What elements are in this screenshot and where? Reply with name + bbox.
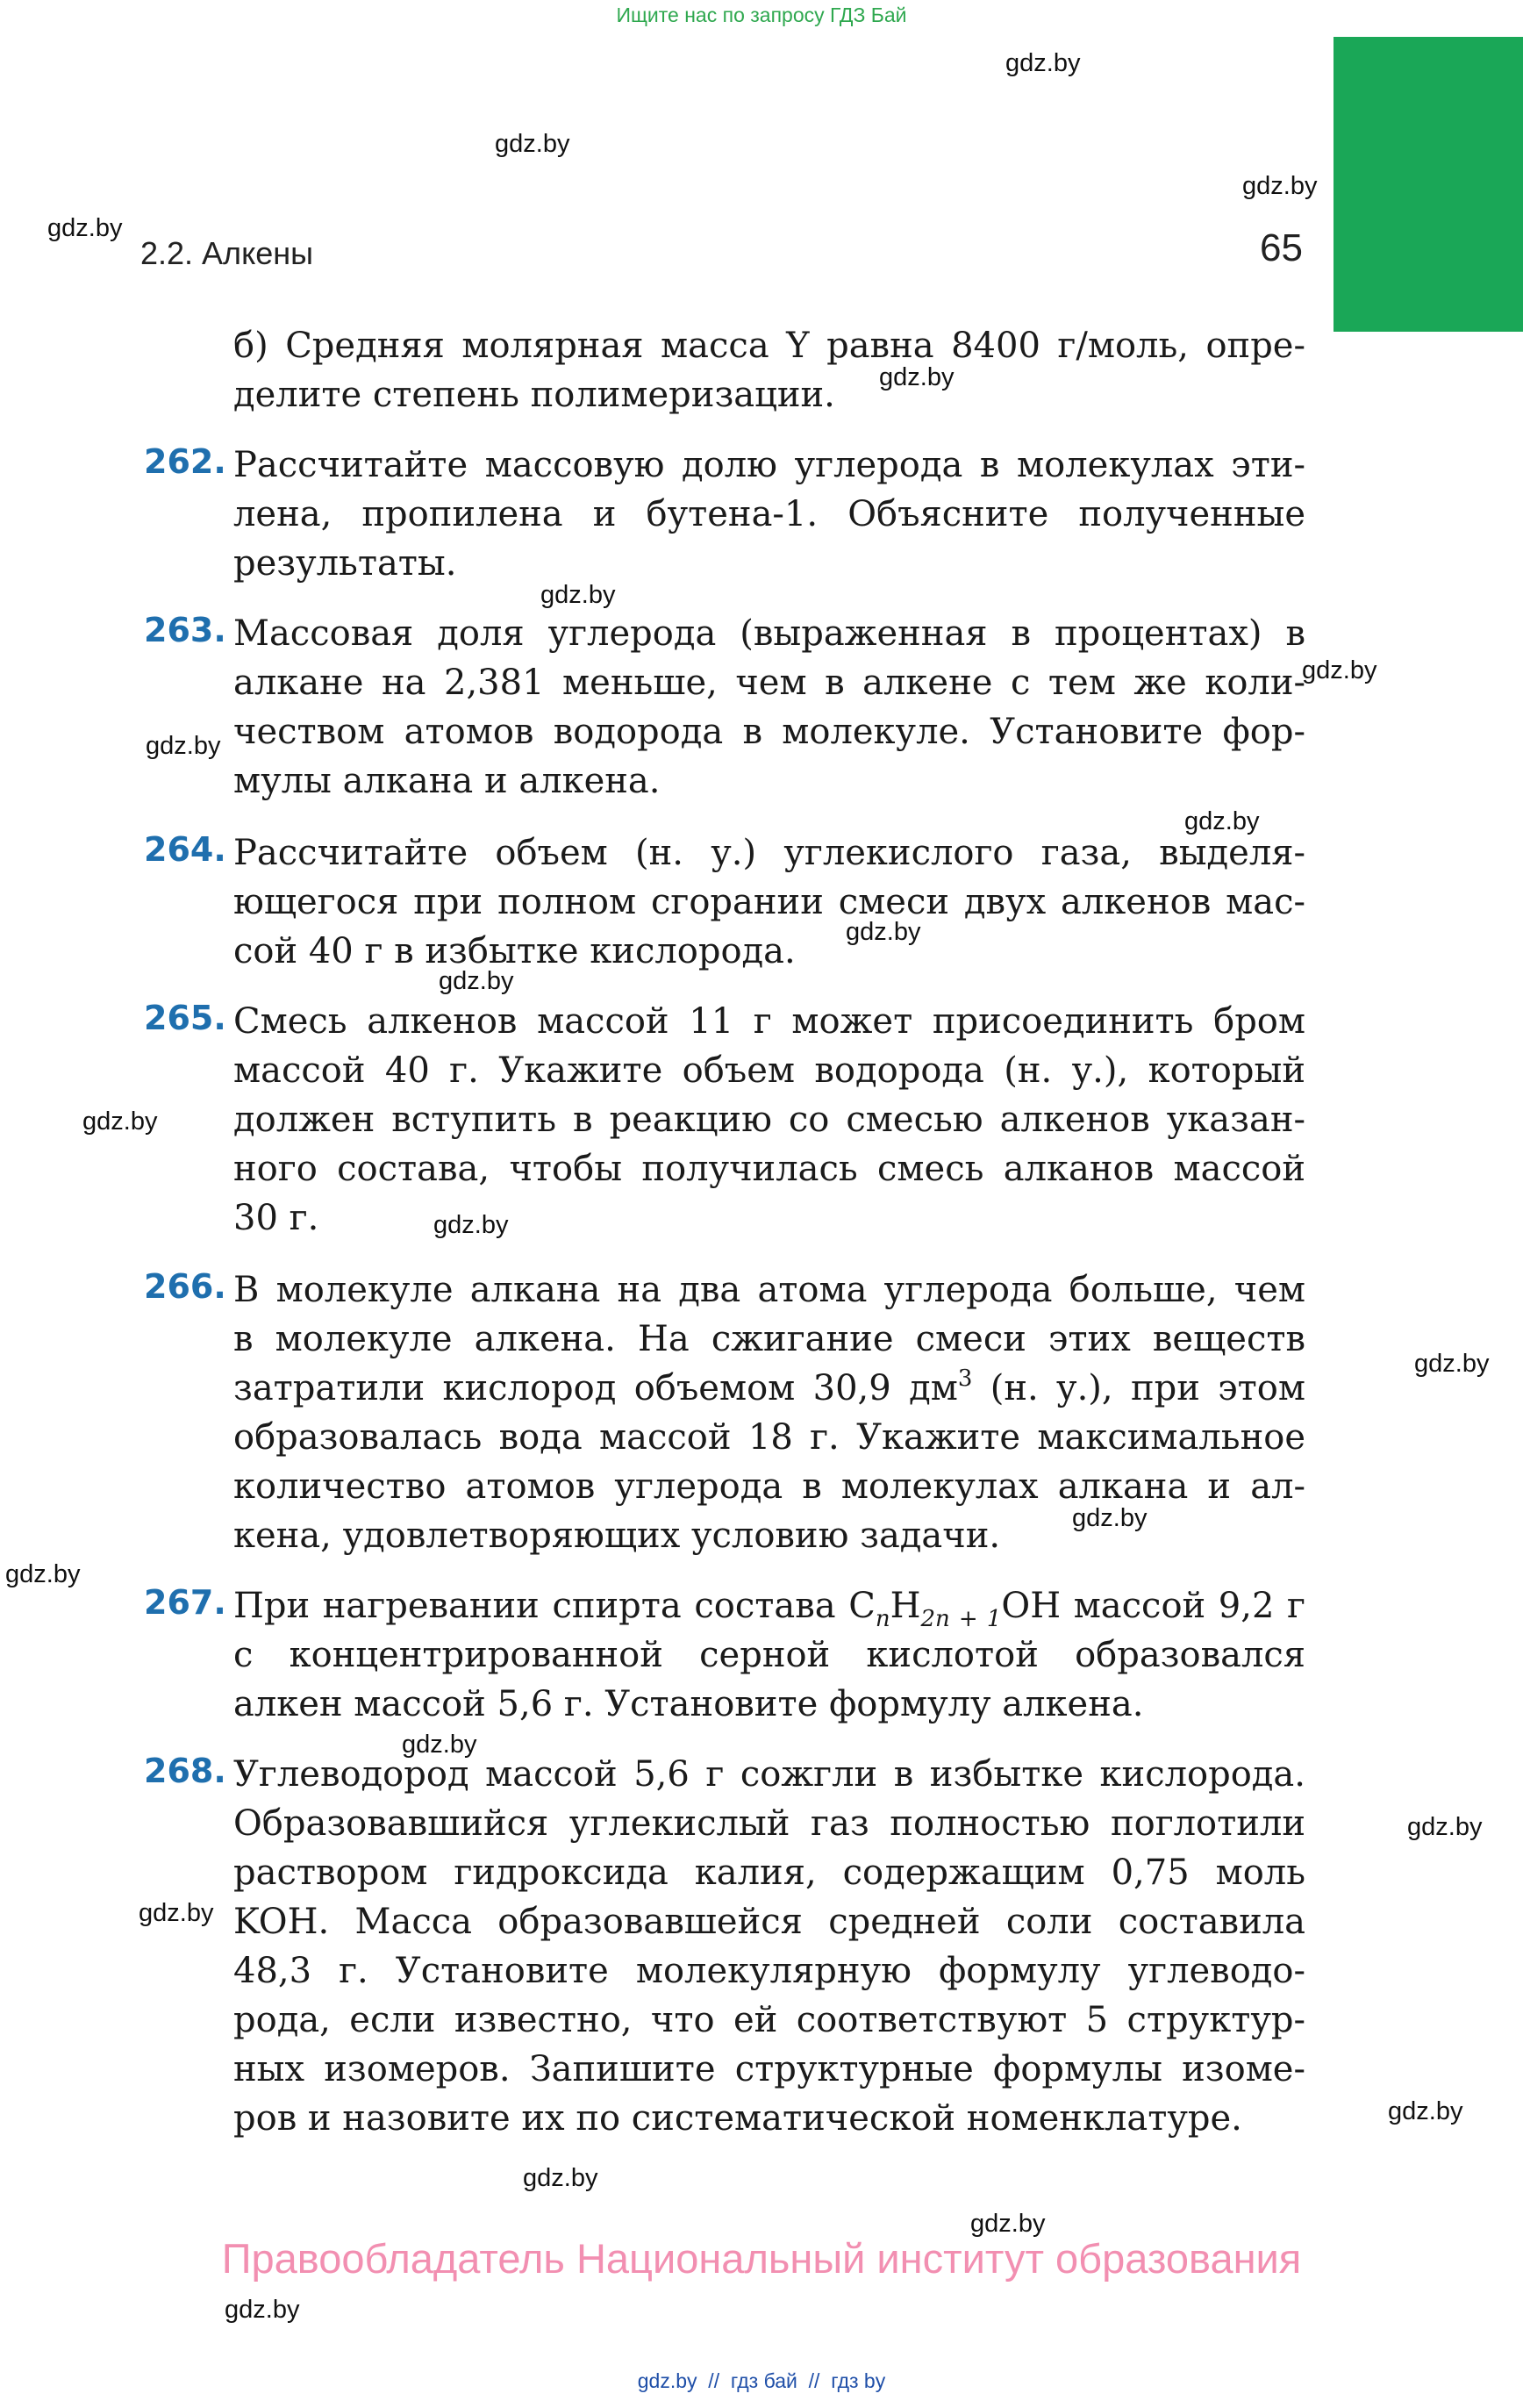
watermark: gdz.by bbox=[82, 1107, 158, 1136]
problem-text-line: сой 40 г в избытке кислорода. bbox=[233, 931, 796, 971]
watermark: gdz.by bbox=[495, 130, 570, 158]
problem-text-line: Углеводород массой 5,6 г сожгли в избытке кислорода. bbox=[233, 1754, 1305, 1795]
text-fragment: При нагревании спирта состава C bbox=[233, 1586, 876, 1626]
watermark: gdz.by bbox=[1072, 1504, 1148, 1532]
problem-text-line: Рассчитайте объем (н. у.) углекислого газа, выделя- bbox=[233, 833, 1305, 873]
problem-text-line: Рассчитайте массовую долю углерода в молекулах эти- bbox=[233, 445, 1305, 485]
watermark: gdz.by bbox=[439, 967, 514, 995]
problem-text-line: В молекуле алкана на два атома углерода больше, чем bbox=[233, 1270, 1305, 1310]
problem-text-line: раствором гидроксида калия, содержащим 0,75 моль bbox=[233, 1853, 1305, 1893]
problem-text-line: образовалась вода массой 18 г. Укажите максимальное bbox=[233, 1417, 1305, 1458]
problem-text-line: ного состава, чтобы получилась смесь алканов массой bbox=[233, 1149, 1305, 1189]
watermark: gdz.by bbox=[433, 1211, 509, 1239]
watermark: gdz.by bbox=[970, 2210, 1046, 2238]
section-title: 2.2. Алкены bbox=[140, 235, 313, 271]
problem-text-line: количество атомов углерода в молекулах алкана и ал- bbox=[233, 1466, 1305, 1507]
problem-text-line bbox=[233, 1364, 1305, 1417]
problem-text-line: 48,3 г. Установите молекулярную формулу углеводо- bbox=[233, 1951, 1305, 1991]
text-fragment: OH массой 9,2 г bbox=[1001, 1586, 1305, 1626]
bottom-links[interactable]: gdz.by // гдз бай // гдз by bbox=[637, 2369, 886, 2392]
problem-text-line: ющегося при полном сгорании смеси двух алкенов мас- bbox=[233, 882, 1305, 922]
problem-number-266: 266. bbox=[144, 1267, 226, 1306]
top-banner[interactable]: Ищите нас по запросу ГДЗ Бай bbox=[616, 4, 907, 26]
problem-text-line: результаты. bbox=[233, 543, 457, 584]
problem-text-line: лена, пропилена и бутена-1. Объясните полученные bbox=[233, 494, 1305, 534]
watermark: gdz.by bbox=[1388, 2097, 1463, 2125]
problem-text-line: Смесь алкенов массой 11 г может присоединить бром bbox=[233, 1001, 1305, 1042]
text-fragment: затратили кислород объемом 30,9 дм bbox=[233, 1368, 958, 1408]
problem-text-line: кена, удовлетворяющих условию задачи. bbox=[233, 1516, 1001, 1556]
watermark: gdz.by bbox=[1005, 49, 1081, 77]
watermark: gdz.by bbox=[1302, 656, 1377, 684]
page-number: 65 bbox=[1260, 226, 1303, 269]
problem-text-line: рода, если известно, что ей соответствуют 5 структур- bbox=[233, 2000, 1305, 2040]
watermark: gdz.by bbox=[5, 1560, 81, 1588]
problem-text-line: массой 40 г. Укажите объем водорода (н. у.), который bbox=[233, 1050, 1305, 1091]
problem-text-line: KOH. Масса образовавшейся средней соли составила bbox=[233, 1902, 1305, 1942]
problem-number-263: 263. bbox=[144, 611, 226, 649]
problem-number-268: 268. bbox=[144, 1752, 226, 1790]
subscript: 2n + 1 bbox=[920, 1606, 1002, 1632]
watermark: gdz.by bbox=[846, 918, 921, 946]
problem-text-line: чеством атомов водорода в молекуле. Установите фор- bbox=[233, 712, 1305, 752]
watermark: gdz.by bbox=[47, 214, 123, 242]
problem-text-line: с концентрированной серной кислотой образовался bbox=[233, 1635, 1305, 1675]
problem-text-line: алкен массой 5,6 г. Установите формулу алкена. bbox=[233, 1684, 1144, 1724]
problem-text-line: б) Средняя молярная масса Y равна 8400 г/моль, опре- bbox=[233, 326, 1305, 366]
problem-text-line: в молекуле алкена. На сжигание смеси этих веществ bbox=[233, 1319, 1305, 1359]
problem-text-line: 30 г. bbox=[233, 1198, 319, 1238]
problem-text-line bbox=[233, 1581, 1305, 1635]
problem-number-262: 262. bbox=[144, 442, 226, 481]
problem-text-line: мулы алкана и алкена. bbox=[233, 761, 661, 801]
problem-number-267: 267. bbox=[144, 1583, 226, 1622]
watermark: gdz.by bbox=[139, 1899, 214, 1927]
problem-text-line: ров и назовите их по систематической номенклатуре. bbox=[233, 2098, 1242, 2139]
watermark: gdz.by bbox=[225, 2296, 300, 2324]
watermark: gdz.by bbox=[540, 581, 616, 609]
text-fragment: H bbox=[890, 1586, 921, 1626]
watermark: gdz.by bbox=[1184, 807, 1260, 835]
watermark: gdz.by bbox=[879, 363, 955, 391]
watermark: gdz.by bbox=[1407, 1813, 1483, 1841]
watermark: gdz.by bbox=[1242, 172, 1318, 200]
problem-text-line: делите степень полимеризации. bbox=[233, 375, 835, 415]
problem-number-265: 265. bbox=[144, 999, 226, 1037]
text-fragment: (н. у.), при этом bbox=[972, 1368, 1305, 1408]
superscript: 3 bbox=[957, 1365, 973, 1392]
problem-text-line: алкане на 2,381 меньше, чем в алкене с тем же коли- bbox=[233, 663, 1305, 703]
subscript: n bbox=[875, 1606, 890, 1632]
problem-text-line: должен вступить в реакцию со смесью алкенов указан- bbox=[233, 1100, 1305, 1140]
problem-text-line: ных изомеров. Запишите структурные формулы изоме- bbox=[233, 2049, 1305, 2089]
watermark: gdz.by bbox=[146, 732, 221, 760]
watermark: gdz.by bbox=[402, 1731, 477, 1759]
problem-text-line: Образовавшийся углекислый газ полностью поглотили bbox=[233, 1803, 1305, 1844]
chapter-color-tab bbox=[1334, 37, 1523, 332]
copyright-notice: Правообладатель Национальный институт образования bbox=[221, 2235, 1302, 2282]
problem-text-line: Массовая доля углерода (выраженная в процентах) в bbox=[233, 613, 1305, 654]
watermark: gdz.by bbox=[523, 2164, 598, 2192]
problem-number-264: 264. bbox=[144, 830, 226, 869]
watermark: gdz.by bbox=[1414, 1350, 1490, 1378]
